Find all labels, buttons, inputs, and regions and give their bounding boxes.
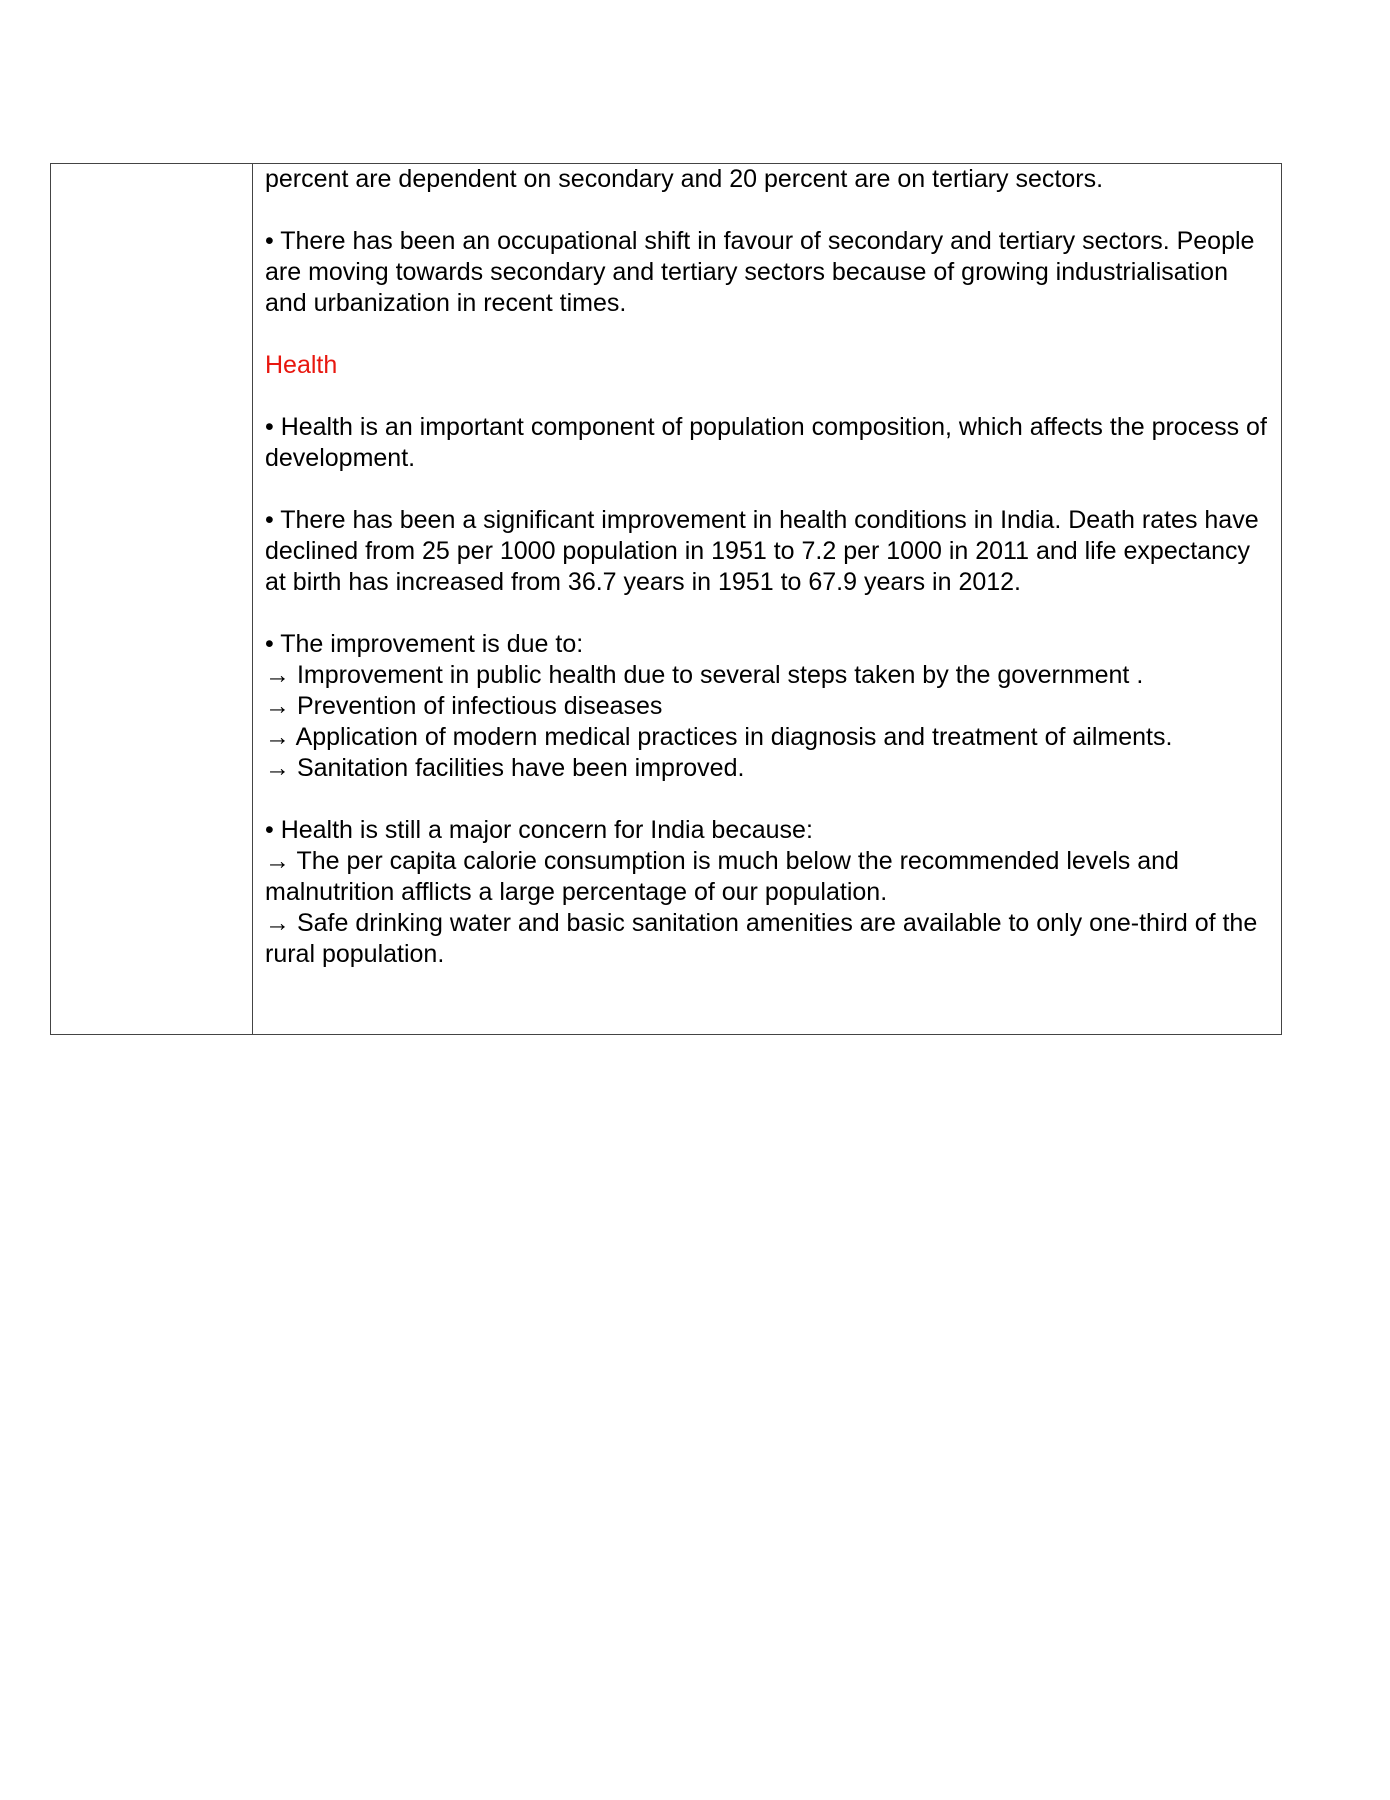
occupational-shift-paragraph: • There has been an occupational shift in favour of secondary and tertiary sectors. People are moving towards secondary and tertiary sectors because of growing industrialisation and urbanization in recent times. bbox=[265, 227, 1255, 317]
paragraph-continuation: percent are dependent on secondary and 20 percent are on tertiary sectors. bbox=[265, 165, 1104, 193]
content-table bbox=[50, 163, 1282, 1035]
concern-item: → The per capita calorie consumption is much below the recommended levels and malnutrition afflicts a large percentage of our population. bbox=[265, 847, 1179, 906]
improvement-reason-item: → Sanitation facilities have been improved. bbox=[265, 754, 745, 782]
table-right-cell bbox=[253, 164, 1281, 1034]
improvement-reason-item: → Prevention of infectious diseases bbox=[265, 692, 663, 720]
improvement-reason-item: → Improvement in public health due to several steps taken by the government . bbox=[265, 661, 1144, 689]
concern-item: → Safe drinking water and basic sanitation amenities are available to only one-third of the rural population. bbox=[265, 909, 1258, 968]
health-heading: Health bbox=[265, 351, 338, 379]
health-improvement-paragraph: • There has been a significant improvement in health conditions in India. Death rates have declined from 25 per 1000 population in 1951 to 7.2 per 1000 in 2011 and life expectancy at birth has increased from 36.7 years in 1951 to 67.9 years in 2012. bbox=[265, 506, 1259, 596]
table-left-cell bbox=[51, 164, 253, 1034]
improvement-reasons-lead: • The improvement is due to: bbox=[265, 630, 584, 658]
improvement-reason-item: → Application of modern medical practices in diagnosis and treatment of ailments. bbox=[265, 723, 1173, 751]
health-intro-paragraph: • Health is an important component of population composition, which affects the process of development. bbox=[265, 413, 1267, 472]
concern-lead: • Health is still a major concern for India because: bbox=[265, 816, 813, 844]
